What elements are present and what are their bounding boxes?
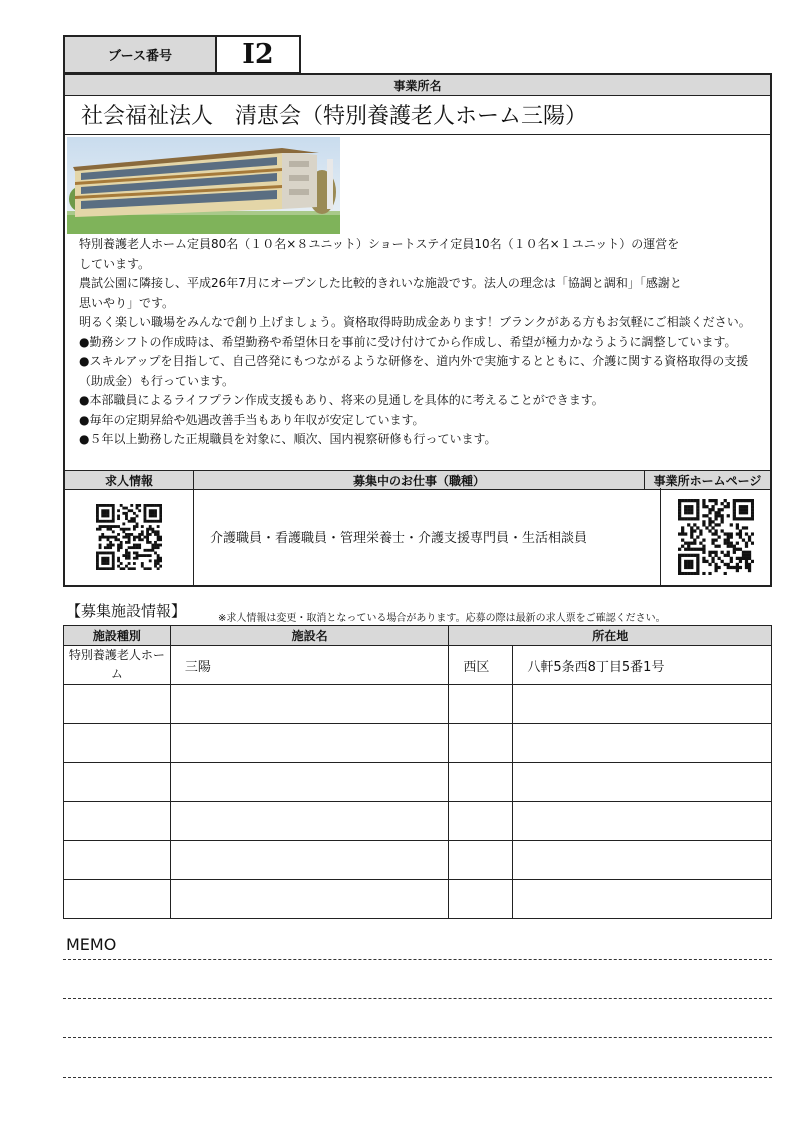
description-line: ●スキルアップを目指して、自己啓発にもつながるような研修を、道内外で実施するとともに、介護に関する資格取得の支援 [79,354,749,368]
info-strip-body [65,488,770,585]
facilities-table [63,625,772,919]
homepage-header: 事業所ホームページ [653,473,762,488]
office-name: 社会福祉法人 清恵会（特別養護老人ホーム三陽） [65,95,770,135]
description-line: 明るく楽しい職場をみんなで創り上げましょう。資格取得時助成金あります！ブランクがある方もお気軽にご相談ください。 [79,315,751,329]
description-line: ●本部職員によるライフプラン作成支援もあり、将来の見通しを具体的に考えることができます。 [79,393,604,407]
facility-name-header: 施設名 [170,626,449,646]
facility-location-header: 所在地 [449,626,772,646]
facilities-header-row [64,626,772,646]
facility-name: 三陽 [170,646,449,685]
table-row [64,724,772,763]
info-strip-header [65,470,770,490]
memo-line [63,1037,772,1038]
office-header: 事業所名 [65,75,770,96]
description-line: ●毎年の定期昇給や処遇改善手当もあり年収が安定しています。 [79,412,425,427]
facility-ward: 西区 [449,646,513,685]
memo-line [63,959,772,960]
building-illustration [67,137,340,234]
table-row [64,880,772,919]
job-info-header: 求人情報 [65,471,194,489]
memo-line [63,998,772,999]
description-line: 農試公園に隣接し、平成26年7月にオープンした比較的きれいな施設です。法人の理念は「協調と調和」「感謝と [79,276,682,290]
facility-type-header: 施設種別 [64,626,171,646]
description-line: 思いやり」です。 [79,295,175,310]
facility-address: 八軒5条西8丁目5番1号 [513,646,772,685]
description-line: しています。 [79,256,151,271]
table-row [64,763,772,802]
description-line: ●５年以上勤務した正規職員を対象に、順次、国内視察研修も行っています。 [79,432,497,446]
description-line: ●勤務シフトの作成時は、希望勤務や希望休日を事前に受け付けてから作成し、希望が極力かなうように調整しています。 [79,334,737,349]
facility-type: 特別養護老人ホーム [64,646,171,685]
facilities-title: 【募集施設情報】 [66,602,187,620]
facilities-note: ※求人情報は変更・取消となっている場合があります。応募の際は最新の求人票をご確認ください。 [218,613,666,624]
job-info-qr-cell [65,488,194,585]
description-line: 特別養護老人ホーム定員80名（１０名×８ユニット）ショートステイ定員10名（１０名×１ユニット）の運営を [79,237,680,251]
job-info-qr-icon[interactable] [96,504,162,570]
jobs-list: 介護職員・看護職員・管理栄養士・介護支援専門員・生活相談員 [194,488,661,585]
table-row [64,685,772,724]
memo-label: MEMO [66,935,117,954]
table-row [64,802,772,841]
office-description [79,235,769,450]
office-box [63,73,772,587]
jobs-header: 募集中のお仕事（職種） [194,471,645,489]
booth-label: ブース番号 [65,37,217,72]
booth-number: I2 [242,39,274,70]
homepage-qr-icon[interactable] [678,499,754,575]
table-row [64,646,772,685]
description-line: （助成金）も行っています。 [79,373,235,388]
memo-line [63,1077,772,1078]
homepage-qr-cell [661,488,770,585]
table-row [64,841,772,880]
facility-photo [67,137,340,234]
booth-box [63,35,301,74]
